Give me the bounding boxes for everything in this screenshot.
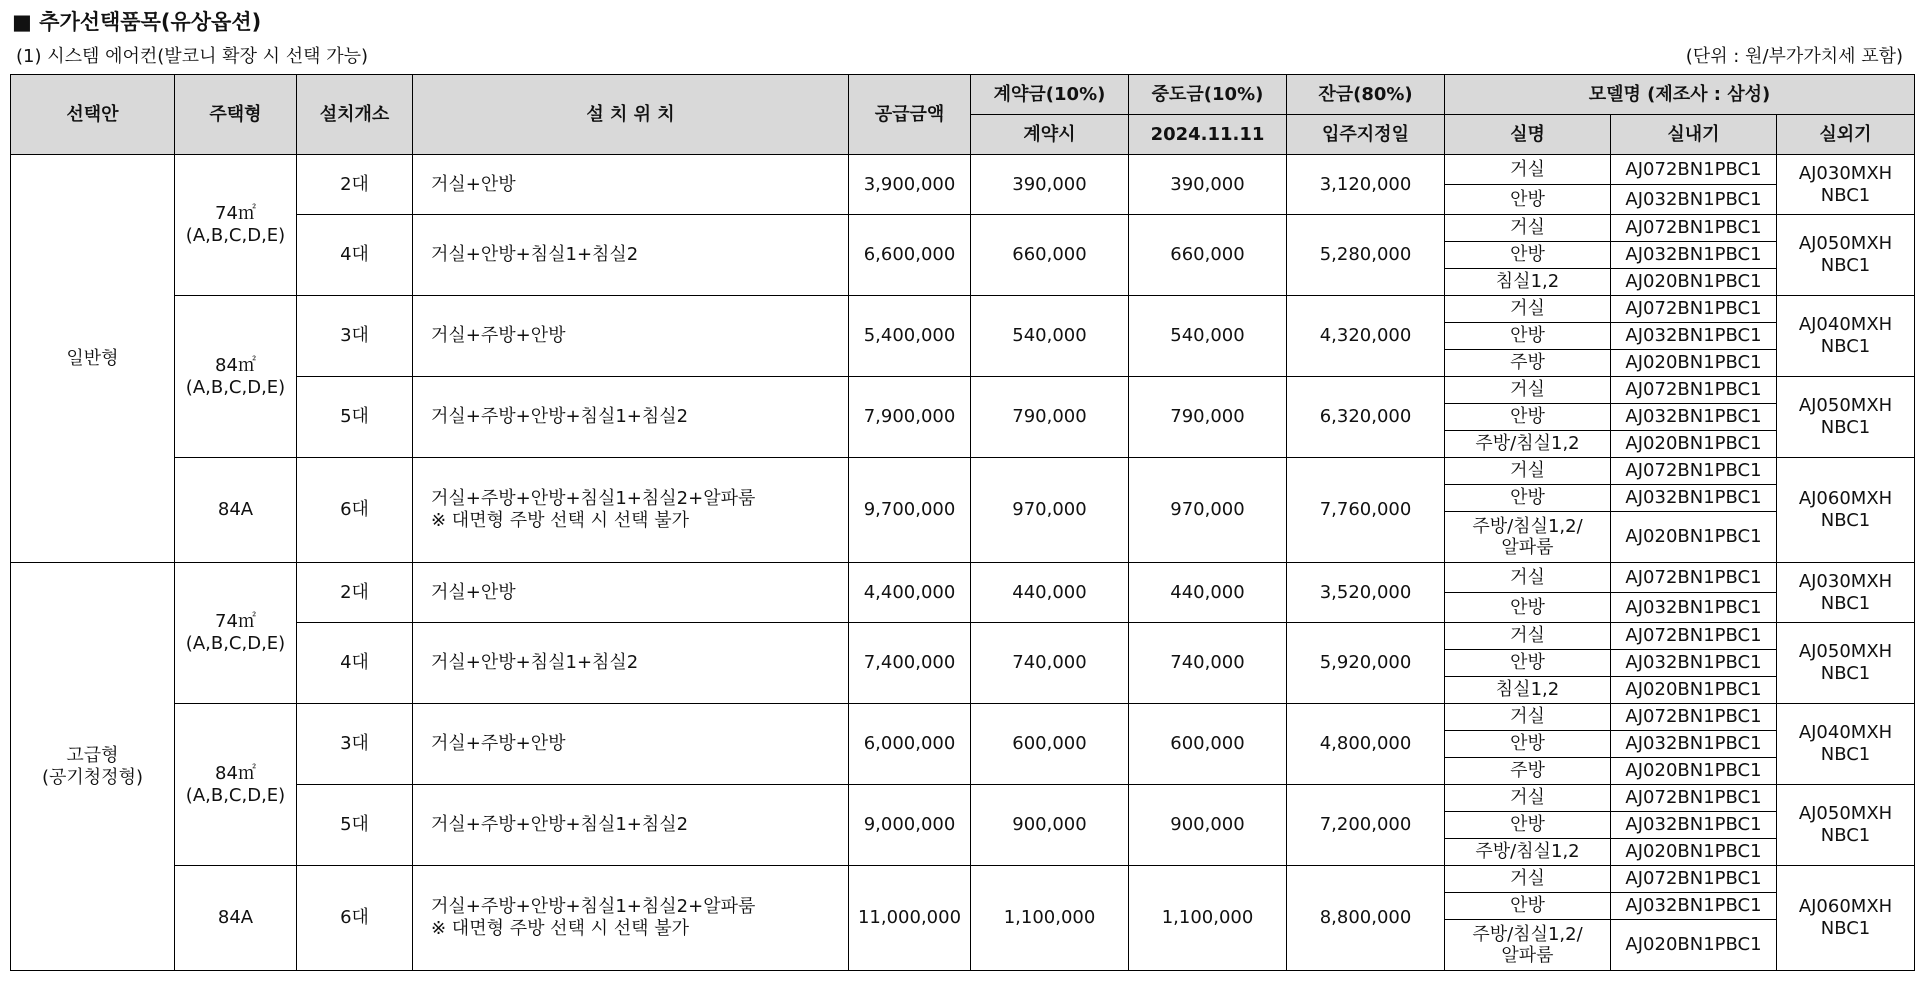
room-name-line: 안방 — [1510, 244, 1545, 265]
contract-amount: 660,000 — [971, 215, 1129, 296]
room-name — [1445, 785, 1611, 812]
indoor-model: AJ020BN1PBC1 — [1611, 350, 1777, 377]
option-name — [11, 563, 175, 971]
indoor-model: AJ032BN1PBC1 — [1611, 593, 1777, 623]
house-type-line: (A,B,C,D,E) — [185, 784, 286, 806]
header-contract: 계약금(10%) — [971, 75, 1129, 115]
install-location — [413, 866, 849, 971]
install-location-line: 거실+주방+안방+침실1+침실2 — [431, 406, 689, 427]
room-name — [1445, 563, 1611, 593]
balance-amount: 7,760,000 — [1287, 458, 1445, 563]
house-type-line: (A,B,C,D,E) — [185, 376, 286, 398]
room-name-line: 안방 — [1510, 652, 1545, 673]
outdoor-model-line: NBC1 — [1820, 744, 1871, 765]
section-subtitle: (1) 시스템 에어컨(발코니 확장 시 선택 가능) — [16, 46, 369, 67]
option-name-line: 일반형 — [66, 347, 119, 369]
install-location-line: ※ 대면형 주방 선택 시 선택 불가 — [431, 918, 690, 939]
room-name — [1445, 431, 1611, 458]
table-body — [11, 155, 1915, 971]
table-row — [11, 296, 1915, 323]
header-supply-price: 공급금액 — [849, 75, 971, 155]
units-count: 4대 — [297, 623, 413, 704]
room-name — [1445, 623, 1611, 650]
room-name — [1445, 812, 1611, 839]
outdoor-model — [1777, 704, 1915, 785]
install-location-line: 거실+안방 — [431, 581, 516, 603]
outdoor-model — [1777, 623, 1915, 704]
unit-note: (단위 : 원/부가가치세 포함) — [1685, 46, 1903, 67]
install-location — [413, 623, 849, 704]
contract-amount: 600,000 — [971, 704, 1129, 785]
outdoor-model-line: AJ050MXH — [1798, 803, 1893, 824]
install-location — [413, 785, 849, 866]
supply-price: 6,000,000 — [849, 704, 971, 785]
room-name-line: 주방/침실1,2 — [1475, 841, 1580, 862]
room-name — [1445, 215, 1611, 242]
room-name-line: 거실 — [1510, 625, 1545, 646]
balance-amount: 8,800,000 — [1287, 866, 1445, 971]
balance-amount: 6,320,000 — [1287, 377, 1445, 458]
install-location-line: ※ 대면형 주방 선택 시 선택 불가 — [431, 510, 690, 531]
balance-amount: 5,280,000 — [1287, 215, 1445, 296]
middle-amount: 600,000 — [1129, 704, 1287, 785]
room-name-line: 침실1,2 — [1495, 679, 1560, 700]
balance-amount: 7,200,000 — [1287, 785, 1445, 866]
contract-amount: 970,000 — [971, 458, 1129, 563]
option-name — [11, 155, 175, 563]
room-name-line: 거실 — [1510, 566, 1545, 588]
outdoor-model — [1777, 563, 1915, 623]
units-count: 2대 — [297, 155, 413, 215]
house-type — [175, 866, 297, 971]
units-count: 6대 — [297, 866, 413, 971]
house-type — [175, 296, 297, 458]
indoor-model: AJ072BN1PBC1 — [1611, 704, 1777, 731]
install-location — [413, 704, 849, 785]
install-location-line: 거실+주방+안방 — [431, 325, 566, 346]
outdoor-model-line: NBC1 — [1820, 918, 1871, 939]
room-name — [1445, 920, 1611, 971]
room-name-line: 안방 — [1510, 325, 1545, 346]
indoor-model: AJ020BN1PBC1 — [1611, 839, 1777, 866]
middle-amount: 440,000 — [1129, 563, 1287, 623]
indoor-model: AJ032BN1PBC1 — [1611, 893, 1777, 920]
room-name — [1445, 404, 1611, 431]
indoor-model: AJ072BN1PBC1 — [1611, 866, 1777, 893]
indoor-model: AJ072BN1PBC1 — [1611, 296, 1777, 323]
contract-amount: 390,000 — [971, 155, 1129, 215]
room-name-line: 안방 — [1510, 895, 1545, 916]
supply-price: 3,900,000 — [849, 155, 971, 215]
house-type — [175, 458, 297, 563]
middle-amount: 540,000 — [1129, 296, 1287, 377]
room-name — [1445, 704, 1611, 731]
indoor-model: AJ032BN1PBC1 — [1611, 323, 1777, 350]
outdoor-model-line: AJ040MXH — [1798, 314, 1893, 335]
outdoor-model-line: NBC1 — [1820, 592, 1871, 614]
outdoor-model — [1777, 155, 1915, 215]
header-option: 선택안 — [11, 75, 175, 155]
outdoor-model-line: AJ050MXH — [1798, 395, 1893, 416]
supply-price: 6,600,000 — [849, 215, 971, 296]
install-location-line: 거실+주방+안방+침실1+침실2 — [431, 814, 689, 835]
aircon-option-price-table — [10, 74, 1915, 971]
middle-amount: 900,000 — [1129, 785, 1287, 866]
room-name-line: 거실 — [1510, 787, 1545, 808]
outdoor-model-line: AJ030MXH — [1798, 162, 1893, 184]
outdoor-model — [1777, 866, 1915, 971]
room-name-line: 거실 — [1510, 379, 1545, 400]
indoor-model: AJ032BN1PBC1 — [1611, 185, 1777, 215]
outdoor-model — [1777, 377, 1915, 458]
install-location-line: 거실+안방 — [431, 173, 516, 195]
room-name-line: 주방 — [1510, 760, 1545, 781]
room-name — [1445, 839, 1611, 866]
house-type-line: 84A — [217, 499, 254, 520]
outdoor-model-line: NBC1 — [1820, 510, 1871, 531]
house-type — [175, 563, 297, 704]
indoor-model: AJ020BN1PBC1 — [1611, 512, 1777, 563]
room-name-line: 주방/침실1,2/ — [1472, 516, 1583, 537]
room-name-line: 거실 — [1510, 460, 1545, 481]
indoor-model: AJ072BN1PBC1 — [1611, 623, 1777, 650]
supply-price: 7,900,000 — [849, 377, 971, 458]
supply-price: 9,700,000 — [849, 458, 971, 563]
house-type-line: 84A — [217, 907, 254, 928]
room-name — [1445, 485, 1611, 512]
table-row — [11, 563, 1915, 593]
room-name-line: 주방 — [1510, 352, 1545, 373]
outdoor-model-line: NBC1 — [1820, 417, 1871, 438]
house-type — [175, 704, 297, 866]
indoor-model: AJ032BN1PBC1 — [1611, 485, 1777, 512]
indoor-model: AJ020BN1PBC1 — [1611, 431, 1777, 458]
middle-amount: 1,100,000 — [1129, 866, 1287, 971]
indoor-model: AJ072BN1PBC1 — [1611, 785, 1777, 812]
outdoor-model-line: AJ040MXH — [1798, 722, 1893, 743]
contract-amount: 1,100,000 — [971, 866, 1129, 971]
supply-price: 9,000,000 — [849, 785, 971, 866]
header-room: 실명 — [1445, 115, 1611, 155]
room-name-line: 주방/침실1,2 — [1475, 433, 1580, 454]
header-model: 모델명 (제조사 : 삼성) — [1445, 75, 1915, 115]
outdoor-model-line: AJ060MXH — [1798, 896, 1893, 917]
install-location — [413, 215, 849, 296]
room-name — [1445, 296, 1611, 323]
outdoor-model — [1777, 458, 1915, 563]
indoor-model: AJ032BN1PBC1 — [1611, 812, 1777, 839]
house-type-line: 74㎡ — [215, 611, 256, 632]
room-name-line: 거실 — [1510, 298, 1545, 319]
page-title: ■ 추가선택품목(유상옵션) — [12, 10, 262, 34]
outdoor-model-line: AJ050MXH — [1798, 641, 1893, 662]
room-name — [1445, 155, 1611, 185]
middle-amount: 390,000 — [1129, 155, 1287, 215]
units-count: 5대 — [297, 377, 413, 458]
indoor-model: AJ072BN1PBC1 — [1611, 215, 1777, 242]
indoor-model: AJ020BN1PBC1 — [1611, 758, 1777, 785]
middle-amount: 790,000 — [1129, 377, 1287, 458]
outdoor-model-line: AJ030MXH — [1798, 570, 1893, 592]
supply-price: 7,400,000 — [849, 623, 971, 704]
units-count: 2대 — [297, 563, 413, 623]
indoor-model: AJ020BN1PBC1 — [1611, 920, 1777, 971]
units-count: 4대 — [297, 215, 413, 296]
balance-amount: 5,920,000 — [1287, 623, 1445, 704]
room-name — [1445, 677, 1611, 704]
room-name — [1445, 458, 1611, 485]
room-name — [1445, 731, 1611, 758]
install-location — [413, 296, 849, 377]
room-name-line: 거실 — [1510, 868, 1545, 889]
room-name-line: 거실 — [1510, 158, 1545, 180]
table-row — [11, 623, 1915, 650]
indoor-model: AJ032BN1PBC1 — [1611, 242, 1777, 269]
install-location-line: 거실+안방+침실1+침실2 — [431, 244, 639, 265]
room-name — [1445, 593, 1611, 623]
outdoor-model — [1777, 296, 1915, 377]
indoor-model: AJ072BN1PBC1 — [1611, 458, 1777, 485]
install-location-line: 거실+주방+안방+침실1+침실2+알파룸 — [431, 488, 756, 509]
outdoor-model-line: NBC1 — [1820, 336, 1871, 357]
install-location — [413, 458, 849, 563]
room-name — [1445, 866, 1611, 893]
table-row — [11, 377, 1915, 404]
room-name — [1445, 512, 1611, 563]
units-count: 6대 — [297, 458, 413, 563]
header-middle-when: 2024.11.11 — [1129, 115, 1287, 155]
indoor-model: AJ020BN1PBC1 — [1611, 677, 1777, 704]
supply-price: 11,000,000 — [849, 866, 971, 971]
indoor-model: AJ032BN1PBC1 — [1611, 404, 1777, 431]
balance-amount: 4,320,000 — [1287, 296, 1445, 377]
outdoor-model-line: NBC1 — [1820, 825, 1871, 846]
header-balance-when: 입주지정일 — [1287, 115, 1445, 155]
install-location-line: 거실+주방+안방 — [431, 733, 566, 754]
room-name — [1445, 242, 1611, 269]
room-name-line: 알파룸 — [1501, 945, 1554, 966]
balance-amount: 4,800,000 — [1287, 704, 1445, 785]
room-name-line: 거실 — [1510, 217, 1545, 238]
contract-amount: 440,000 — [971, 563, 1129, 623]
option-name-line: (공기청정형) — [42, 766, 143, 788]
indoor-model: AJ032BN1PBC1 — [1611, 650, 1777, 677]
supply-price: 4,400,000 — [849, 563, 971, 623]
header-row-1 — [11, 75, 1915, 115]
balance-amount: 3,120,000 — [1287, 155, 1445, 215]
outdoor-model-line: AJ060MXH — [1798, 488, 1893, 509]
indoor-model: AJ020BN1PBC1 — [1611, 269, 1777, 296]
room-name — [1445, 323, 1611, 350]
option-name-line: 고급형 — [66, 744, 119, 766]
house-type-line: 84㎡ — [215, 354, 256, 376]
room-name-line: 안방 — [1510, 406, 1545, 427]
room-name — [1445, 758, 1611, 785]
room-name-line: 침실1,2 — [1495, 271, 1560, 292]
room-name — [1445, 185, 1611, 215]
outdoor-model-line: AJ050MXH — [1798, 233, 1893, 254]
room-name — [1445, 350, 1611, 377]
units-count: 3대 — [297, 296, 413, 377]
house-type-line: (A,B,C,D,E) — [185, 225, 286, 246]
indoor-model: AJ072BN1PBC1 — [1611, 155, 1777, 185]
outdoor-model — [1777, 215, 1915, 296]
header-house-type: 주택형 — [175, 75, 297, 155]
room-name-line: 거실 — [1510, 706, 1545, 727]
table-row — [11, 785, 1915, 812]
header-contract-when: 계약시 — [971, 115, 1129, 155]
house-type-line: (A,B,C,D,E) — [185, 633, 286, 654]
header-units: 설치개소 — [297, 75, 413, 155]
outdoor-model-line: NBC1 — [1820, 184, 1871, 206]
install-location-line: 거실+주방+안방+침실1+침실2+알파룸 — [431, 896, 756, 917]
units-count: 3대 — [297, 704, 413, 785]
middle-amount: 970,000 — [1129, 458, 1287, 563]
table-row — [11, 458, 1915, 485]
room-name — [1445, 269, 1611, 296]
table-row — [11, 704, 1915, 731]
indoor-model: AJ072BN1PBC1 — [1611, 563, 1777, 593]
units-count: 5대 — [297, 785, 413, 866]
header-outdoor: 실외기 — [1777, 115, 1915, 155]
table-header — [11, 75, 1915, 155]
room-name-line: 안방 — [1510, 487, 1545, 508]
room-name-line: 안방 — [1510, 188, 1545, 210]
contract-amount: 540,000 — [971, 296, 1129, 377]
room-name-line: 안방 — [1510, 596, 1545, 618]
house-type — [175, 155, 297, 296]
header-balance: 잔금(80%) — [1287, 75, 1445, 115]
outdoor-model-line: NBC1 — [1820, 663, 1871, 684]
header-indoor: 실내기 — [1611, 115, 1777, 155]
house-type-line: 84㎡ — [215, 762, 256, 784]
install-location — [413, 563, 849, 623]
middle-amount: 740,000 — [1129, 623, 1287, 704]
outdoor-model-line: NBC1 — [1820, 255, 1871, 276]
house-type-line: 74㎡ — [215, 203, 256, 224]
room-name — [1445, 650, 1611, 677]
table-row — [11, 215, 1915, 242]
middle-amount: 660,000 — [1129, 215, 1287, 296]
contract-amount: 790,000 — [971, 377, 1129, 458]
table-row — [11, 866, 1915, 893]
install-location-line: 거실+안방+침실1+침실2 — [431, 652, 639, 673]
indoor-model: AJ032BN1PBC1 — [1611, 731, 1777, 758]
room-name-line: 안방 — [1510, 814, 1545, 835]
install-location — [413, 155, 849, 215]
header-location: 설 치 위 치 — [413, 75, 849, 155]
room-name-line: 안방 — [1510, 733, 1545, 754]
indoor-model: AJ072BN1PBC1 — [1611, 377, 1777, 404]
room-name-line: 알파룸 — [1501, 537, 1554, 558]
outdoor-model — [1777, 785, 1915, 866]
contract-amount: 740,000 — [971, 623, 1129, 704]
install-location — [413, 377, 849, 458]
contract-amount: 900,000 — [971, 785, 1129, 866]
room-name — [1445, 893, 1611, 920]
table-row — [11, 155, 1915, 185]
room-name — [1445, 377, 1611, 404]
header-middle: 중도금(10%) — [1129, 75, 1287, 115]
balance-amount: 3,520,000 — [1287, 563, 1445, 623]
supply-price: 5,400,000 — [849, 296, 971, 377]
room-name-line: 주방/침실1,2/ — [1472, 924, 1583, 945]
